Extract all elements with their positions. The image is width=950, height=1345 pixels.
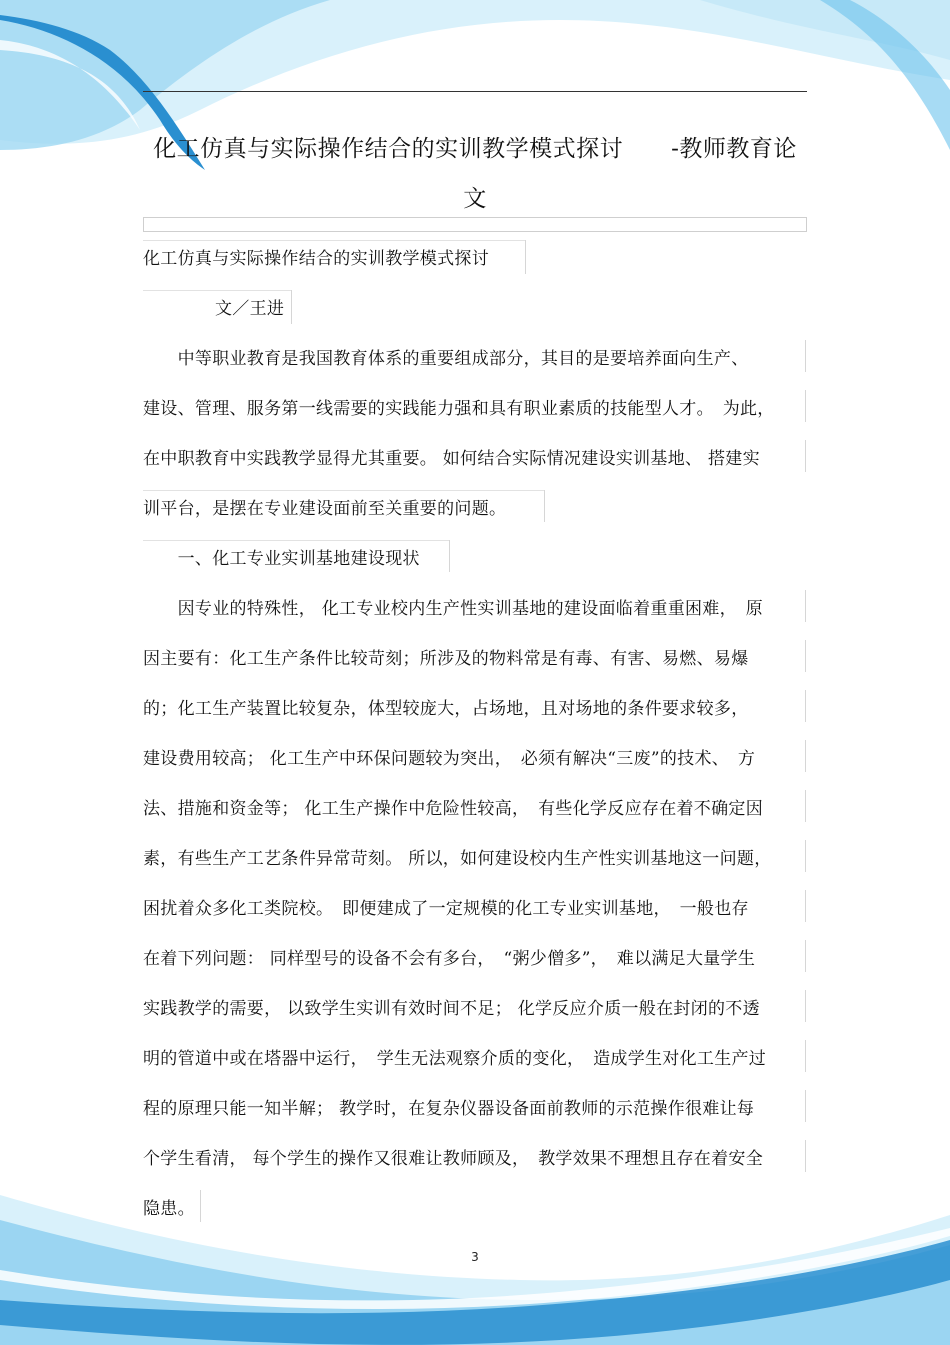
page-number: 3 [471,1250,479,1264]
body-line: 程的原理只能一知半解； 教学时，在复杂仪器设备面前教师的示范操作很难让每 [143,1099,755,1119]
body-line: 因主要有：化工生产条件比较苛刻；所涉及的物料常是有毒、有害、易燃、易爆 [143,649,749,669]
body-line: 的；化工生产装置比较复杂，体型较庞大，占场地，且对场地的条件要求较多， [143,699,749,719]
body-line: 建设、管理、服务第一线需要的实践能力强和具有职业素质的技能型人才。 为此， [143,399,775,419]
body-line: 个学生看清， 每个学生的操作又很难让教师顾及， 教学效果不理想且存在着安全 [143,1149,764,1169]
article-subtitle: 化工仿真与实际操作结合的实训教学模式探讨 [143,249,489,269]
body-line: 中等职业教育是我国教育体系的重要组成部分，其目的是要培养面向生产、 [143,349,749,369]
document-title-line1: 化工仿真与实际操作结合的实训教学模式探讨 -教师教育论 [153,136,797,162]
body-line: 困扰着众多化工类院校。 即便建成了一定规模的化工专业实训基地， 一般也存 [143,899,749,919]
body-line: 明的管道中或在塔器中运行， 学生无法观察介质的变化， 造成学生对化工生产过 [143,1049,767,1069]
document-title-line2: 文 [463,186,487,212]
body-line: 在中职教育中实践教学显得尤其重要。 如何结合实际情况建设实训基地、 搭建实 [143,449,760,469]
title-divider-box [143,217,807,232]
top-rule [143,91,807,92]
article-author: 文／王进 [215,299,285,319]
body-line: 法、措施和资金等； 化工生产操作中危险性较高， 有些化学反应存在着不确定因 [143,799,764,819]
body-line: 实践教学的需要， 以致学生实训有效时间不足； 化学反应介质一般在封闭的不透 [143,999,760,1019]
body-line: 训平台，是摆在专业建设面前至关重要的问题。 [143,499,507,519]
body-line: 在着下列问题： 同样型号的设备不会有多台， “粥少僧多”， 难以满足大量学生 [143,949,756,969]
body-line: 隐患。 [143,1199,195,1219]
body-line: 建设费用较高； 化工生产中环保问题较为突出， 必须有解决“三废”的技术、 方 [143,749,756,769]
body-line: 素，有些生产工艺条件异常苛刻。 所以，如何建设校内生产性实训基地这一问题， [143,849,772,869]
section-heading: 一、化工专业实训基地建设现状 [143,549,420,569]
body-line: 因专业的特殊性， 化工专业校内生产性实训基地的建设面临着重重困难， 原 [143,599,764,619]
